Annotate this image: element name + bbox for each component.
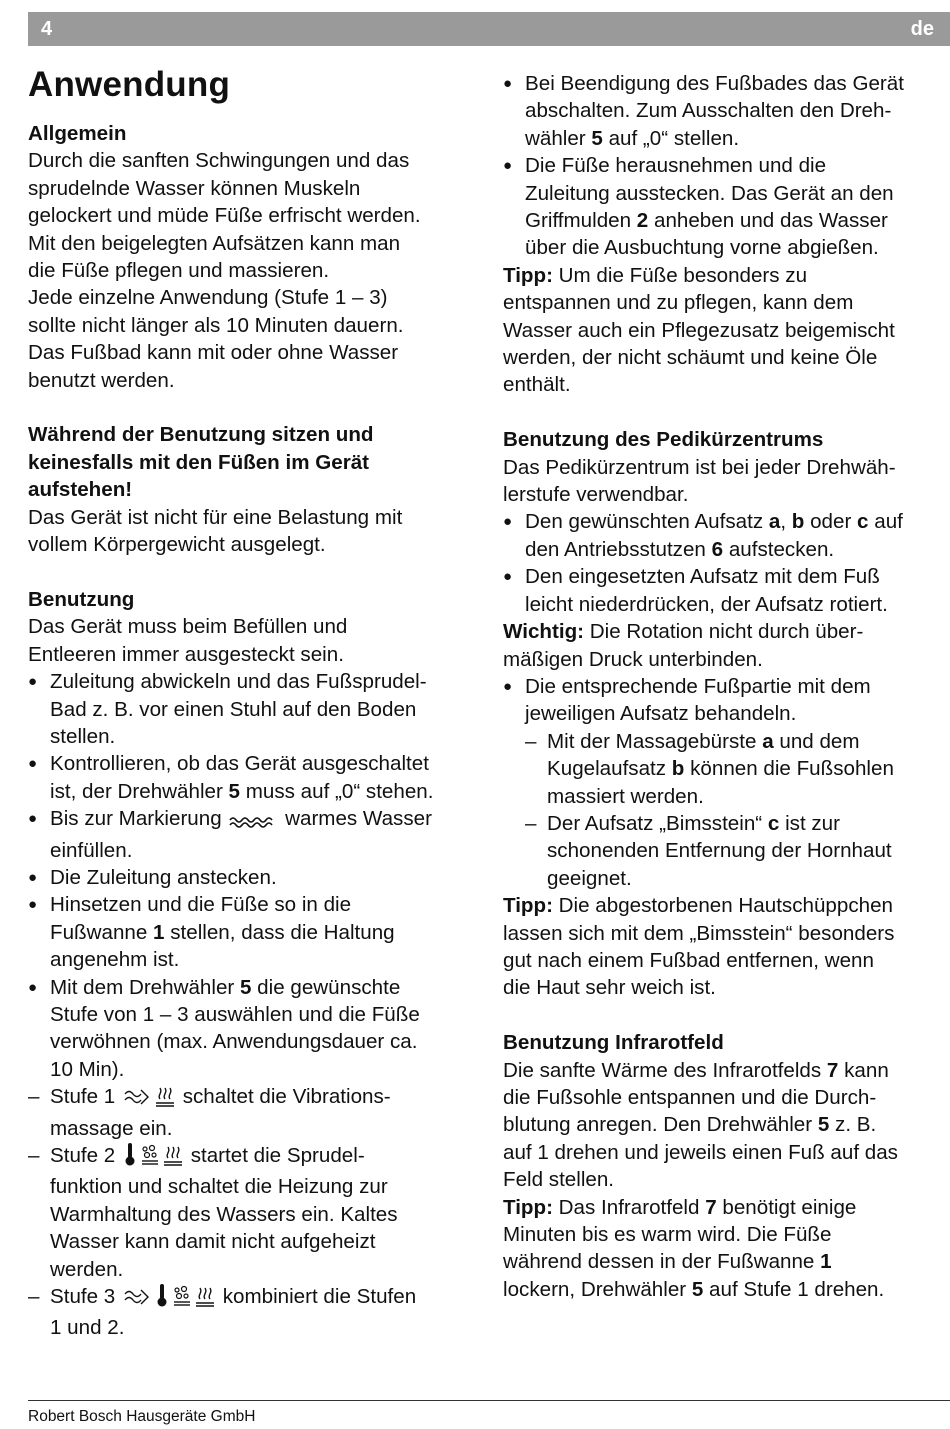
text-line: benutzt werden. — [28, 368, 175, 392]
ref-number: 1 — [153, 920, 165, 944]
tip-label: Tipp: — [503, 1195, 553, 1219]
text-line: Kontrollieren, ob das Gerät ausgeschaltet — [50, 752, 429, 776]
text-line: oder — [804, 510, 858, 534]
text-line: die Fußsohle entspannen und die Durch- — [503, 1086, 877, 1109]
heating-icon — [195, 1285, 215, 1314]
ref-number: 5 — [591, 126, 603, 150]
ref-letter: c — [857, 510, 869, 534]
list-item — [503, 152, 950, 262]
text-line: massage ein. — [50, 1116, 173, 1140]
text-line: werden. — [50, 1257, 124, 1281]
list-item — [28, 1283, 480, 1342]
ref-letter: c — [767, 811, 780, 835]
text-line: Die Zuleitung anstecken. — [50, 865, 277, 889]
vibration-icon — [123, 1087, 151, 1114]
text-line: angenehm ist. — [50, 948, 180, 972]
page-number: 4 — [41, 18, 53, 40]
ref-number: 2 — [636, 209, 649, 233]
text-line: kombiniert die Stufen — [216, 1285, 417, 1309]
ref-number: 5 — [691, 1277, 704, 1301]
heading-allgemein: Allgemein — [28, 122, 127, 145]
text-line: mäßigen Druck unterbinden. — [503, 647, 763, 671]
list-item — [525, 728, 950, 810]
ref-number: 5 — [228, 779, 241, 803]
ref-number: 6 — [711, 537, 724, 561]
text-line: leicht niederdrücken, der Aufsatz rotiert. — [525, 592, 888, 616]
ref-number: 7 — [826, 1058, 839, 1082]
spacer — [28, 394, 480, 421]
text-line: schaltet die Vibrations- — [176, 1085, 391, 1109]
text-line: Die entsprechende Fußpartie mit dem — [525, 674, 871, 698]
tip-pumice — [503, 892, 950, 1002]
text-line: stellen. — [50, 724, 116, 748]
allgemein-text — [28, 147, 480, 394]
list-item — [28, 974, 480, 1342]
list-item — [503, 563, 950, 618]
tip-infrared — [503, 1194, 950, 1304]
text-line: Um die Füße besonders zu — [552, 263, 808, 287]
text-line: Fußwanne — [50, 920, 154, 944]
heading-pedikuerzentrum: Benutzung des Pedikürzentrums — [503, 428, 824, 452]
text-line: massiert werden. — [547, 784, 704, 808]
list-item — [525, 810, 950, 892]
text-line: muss auf „0“ stehen. — [240, 779, 434, 803]
ref-number: 1 — [820, 1250, 832, 1274]
text-line: Die sanfte Wärme des Infrarotfelds — [503, 1058, 827, 1082]
text-line: einfüllen. — [50, 838, 133, 862]
pedi-steps-2 — [503, 673, 950, 892]
bubble-icon — [141, 1144, 159, 1173]
text-line: Mit der Massagebürste — [547, 729, 763, 753]
footer-divider — [28, 1400, 950, 1401]
text-line: lerstufe verwendbar. — [503, 483, 689, 507]
text-line: Bei Beendigung des Fußbades das Gerät — [525, 72, 904, 95]
infrarot-text — [503, 1057, 950, 1194]
spacer — [28, 558, 480, 585]
text-line: 1 und 2. — [50, 1316, 125, 1340]
left-column — [28, 64, 480, 1342]
list-item — [28, 864, 480, 891]
text-line: wähler — [525, 126, 592, 150]
language-code: de — [910, 18, 934, 40]
text-line: auf 1 drehen und jeweils einen Fuß auf das — [503, 1140, 898, 1164]
text-line: Bis zur Markierung — [50, 807, 228, 831]
list-item — [28, 750, 480, 805]
text-line: , — [780, 510, 792, 534]
ref-letter: a — [762, 729, 774, 753]
text-line: Mit den beigelegten Aufsätzen kann man — [28, 231, 401, 255]
text-line: die gewünschte — [251, 975, 401, 999]
text-line: Feld stellen. — [503, 1168, 615, 1192]
ref-letter: a — [768, 510, 781, 534]
text-line: Stufe 3 — [50, 1285, 121, 1309]
text-line: stellen, dass die Haltung — [164, 920, 395, 944]
important-label: Wichtig: — [503, 620, 585, 644]
text-line: Zuleitung abwickeln und das Fußsprudel- — [50, 670, 427, 694]
heating-icon — [155, 1085, 175, 1114]
text-line: Stufe 2 — [50, 1144, 121, 1167]
ref-number: 7 — [705, 1195, 717, 1219]
text-line: Wasser kann damit nicht aufgeheizt — [50, 1230, 376, 1254]
ref-letter: b — [671, 757, 685, 781]
text-line: schonenden Entfernung der Hornhaut — [547, 839, 892, 863]
text-line: Stufe 1 — [50, 1085, 121, 1109]
text-line: die Haut sehr weich ist. — [503, 976, 716, 1000]
stufen-list — [28, 1083, 480, 1342]
text-line: auf „0“ stellen. — [602, 126, 740, 150]
text-line: Minuten bis es warm wird. Die Füße — [503, 1223, 832, 1247]
text-line: startet die Sprudel- — [184, 1144, 365, 1167]
text-line: Kugelaufsatz — [547, 757, 672, 781]
thermometer-icon — [155, 1283, 169, 1314]
list-item — [28, 891, 480, 973]
spacer — [503, 1002, 950, 1029]
text-line: Das Gerät muss beim Befüllen und — [28, 615, 348, 639]
text-line: entspannen und zu pflegen, kann dem — [503, 291, 854, 315]
text-line: vollem Körpergewicht ausgelegt. — [28, 533, 326, 557]
text-line: benötigt einige — [716, 1195, 857, 1219]
text-line: Stufe von 1 – 3 auswählen und die Füße — [50, 1002, 420, 1026]
warning-bold-line: keinesfalls mit den Füßen im Gerät — [28, 450, 370, 474]
ref-letter: b — [791, 510, 805, 534]
text-line: jeweiligen Aufsatz behandeln. — [525, 702, 797, 726]
text-line: Jede einzelne Anwendung (Stufe 1 – 3) — [28, 286, 388, 310]
text-line: gut nach einem Fußbad entfernen, wenn — [503, 948, 874, 972]
text-line: sollte nicht länger als 10 Minuten dauern. — [28, 313, 404, 337]
text-line: sprudelnde Wasser können Muskeln — [28, 176, 361, 200]
text-line: geeignet. — [547, 866, 632, 890]
text-line: Zuleitung ausstecken. Das Gerät an den — [525, 181, 894, 205]
text-line: die Füße pflegen und massieren. — [28, 259, 330, 283]
text-line: ist, der Drehwähler — [50, 779, 229, 803]
text-line: Das Fußbad kann mit oder ohne Wasser — [28, 341, 399, 365]
tip-label: Tipp: — [503, 263, 553, 287]
benutzung-steps — [28, 668, 480, 1342]
text-line: Die abgestorbenen Hautschüppchen — [552, 894, 893, 918]
text-line: Griffmulden — [525, 209, 637, 233]
attachment-list — [525, 728, 950, 892]
text-line: werden, der nicht schäumt und keine Öle — [503, 346, 878, 370]
text-line: und dem — [773, 729, 860, 753]
tip-care — [503, 262, 950, 399]
text-line: anheben und das Wasser — [648, 209, 888, 233]
text-line: Den eingesetzten Aufsatz mit dem Fuß — [525, 565, 880, 589]
text-line: aufstecken. — [723, 537, 835, 561]
text-line: lockern, Drehwähler — [503, 1277, 692, 1301]
text-line: warmes Wasser — [279, 807, 432, 831]
text-line: Durch die sanften Schwingungen und das — [28, 149, 410, 173]
finish-steps — [503, 70, 950, 262]
warning-bold-line: aufstehen! — [28, 478, 133, 502]
text-line: funktion und schaltet die Heizung zur — [50, 1175, 388, 1199]
thermometer-icon — [123, 1142, 137, 1173]
pedi-steps — [503, 508, 950, 618]
footer-company: Robert Bosch Hausgeräte GmbH — [28, 1408, 256, 1425]
text-line: Das Pedikürzentrum ist bei jeder Drehwäh- — [503, 455, 896, 479]
page-header-bar — [28, 12, 950, 46]
text-line: Wasser auch ein Pflegezusatz beigemischt — [503, 318, 895, 342]
heating-icon — [163, 1144, 183, 1173]
text-line: Entleeren immer ausgesteckt sein. — [28, 642, 344, 666]
text-line: Die Füße herausnehmen und die — [525, 154, 827, 178]
ref-number: 5 — [239, 975, 252, 999]
text-line: 10 Min). — [50, 1057, 125, 1081]
text-line: ist zur — [779, 811, 840, 835]
list-item — [28, 668, 480, 750]
text-line: Hinsetzen und die Füße so in die — [50, 893, 352, 917]
text-line: enthält. — [503, 373, 571, 397]
text-line: Die Rotation nicht durch über- — [584, 620, 864, 644]
text-line: Das Gerät ist nicht für eine Belastung mit — [28, 505, 403, 529]
text-line: den Antriebsstutzen — [525, 537, 712, 561]
list-item — [28, 805, 480, 864]
text-line: während dessen in der Fußwanne — [503, 1250, 821, 1274]
ref-number: 5 — [817, 1113, 830, 1137]
list-item — [503, 70, 950, 152]
list-item — [503, 508, 950, 563]
text-line: gelockert und müde Füße erfrischt werden. — [28, 204, 421, 228]
bubble-icon — [173, 1285, 191, 1314]
safety-warning — [28, 421, 480, 558]
text-line: abschalten. Zum Ausschalten den Dreh- — [525, 99, 892, 123]
text-line: über die Ausbuchtung vorne abgießen. — [525, 236, 879, 260]
right-column — [503, 64, 950, 1303]
wave-marking-icon — [229, 809, 277, 836]
text-line: auf — [868, 510, 903, 534]
text-line: kann — [838, 1058, 889, 1082]
important-note — [503, 618, 950, 673]
tip-label: Tipp: — [503, 894, 553, 918]
text-line: Das Infrarotfeld — [552, 1195, 706, 1219]
text-line: Warmhaltung des Wassers ein. Kaltes — [50, 1202, 398, 1226]
text-line: Den gewünschten Aufsatz — [525, 510, 769, 534]
heading-benutzung: Benutzung — [28, 587, 135, 611]
spacer — [503, 399, 950, 426]
vibration-icon — [123, 1287, 151, 1314]
list-item — [503, 673, 950, 892]
text-line: auf Stufe 1 drehen. — [703, 1277, 885, 1301]
list-item — [28, 1142, 480, 1283]
text-line: Der Aufsatz „Bimsstein“ — [547, 811, 768, 835]
text-line: Mit dem Drehwähler — [50, 975, 240, 999]
text-line: können die Fußsohlen — [684, 757, 894, 781]
warning-bold-line: Während der Benutzung sitzen und — [28, 423, 374, 447]
page-title: Anwendung — [28, 65, 231, 104]
list-item — [28, 1083, 480, 1142]
text-line: lassen sich mit dem „Bimsstein“ besonders — [503, 921, 895, 945]
text-line: blutung anregen. Den Drehwähler — [503, 1113, 818, 1137]
text-line: verwöhnen (max. Anwendungsdauer ca. — [50, 1030, 418, 1054]
text-line: Bad z. B. vor einen Stuhl auf den Boden — [50, 697, 417, 721]
heading-infrarotfeld: Benutzung Infrarotfeld — [503, 1031, 724, 1055]
text-line: z. B. — [829, 1113, 877, 1137]
